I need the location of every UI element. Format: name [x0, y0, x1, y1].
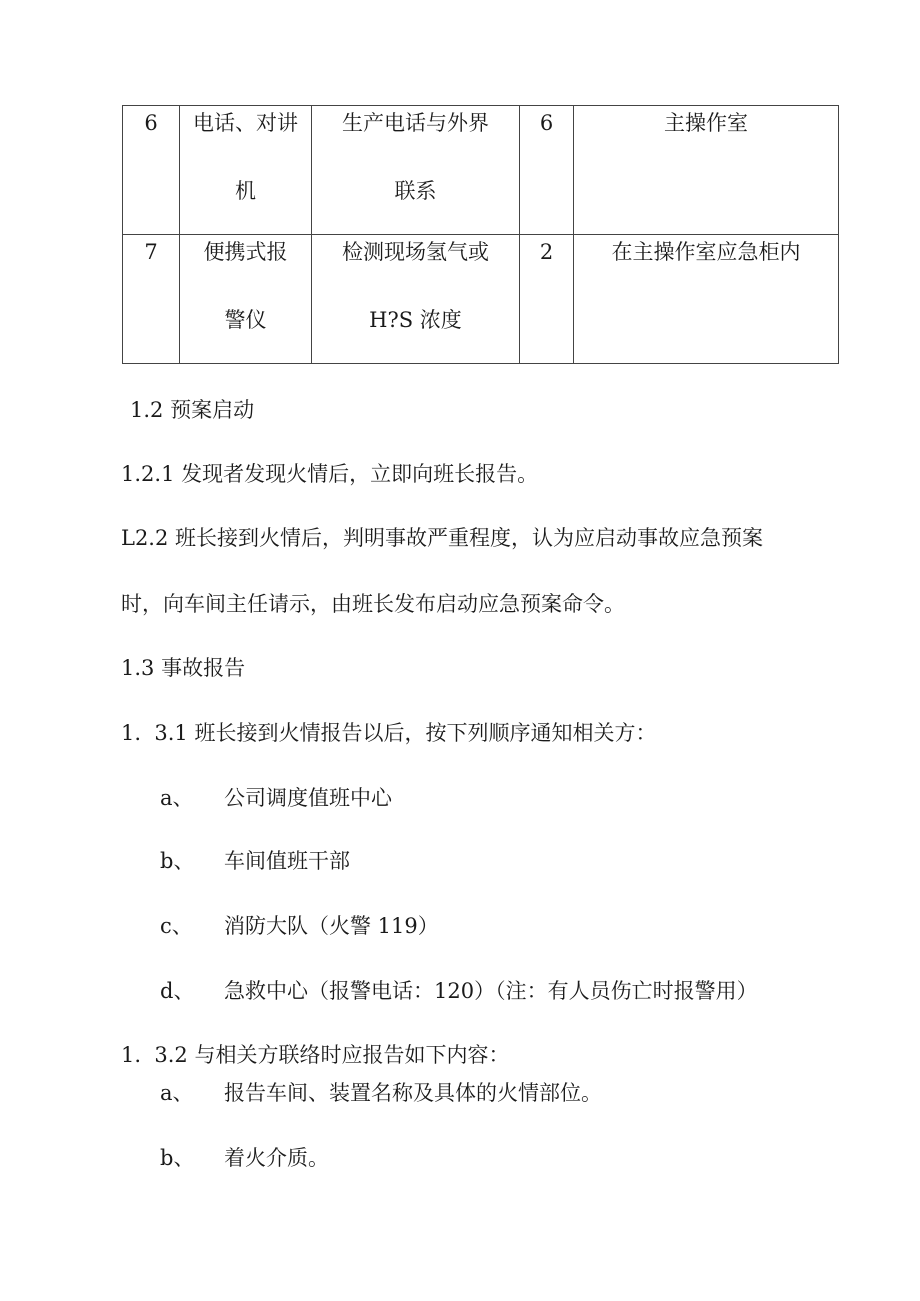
paragraph-1-3-2: 1. 3.2 与相关方联络时应报告如下内容：: [121, 1043, 510, 1067]
paragraph-1-2-1: 1.2.1 发现者发现火情后，立即向班长报告。: [121, 462, 539, 486]
usage-cell: 生产电话与外界 联系: [312, 106, 520, 235]
list-item: [160, 847, 350, 875]
equipment-table: [122, 105, 839, 364]
list-item-text: 公司调度值班中心: [224, 786, 392, 810]
equipment-name-cell: 便携式报 警仪: [180, 235, 312, 364]
list-marker: b、: [160, 849, 195, 873]
paragraph-1-3-1: 1. 3.1 班长接到火情报告以后，按下列顺序通知相关方：: [121, 721, 657, 745]
list-item: [160, 1079, 602, 1107]
location-cell: 主操作室: [574, 106, 839, 235]
list-marker: d、: [160, 979, 195, 1003]
quantity-cell: 6: [520, 106, 574, 235]
location-cell: 在主操作室应急柜内: [574, 235, 839, 364]
list-item: [160, 784, 392, 812]
list-item: [160, 912, 439, 940]
quantity-cell: 2: [520, 235, 574, 364]
paragraph-1-2-2-line2: 时，向车间主任请示，由班长发布启动应急预案命令。: [121, 592, 625, 616]
list-marker: a、: [160, 1081, 194, 1105]
list-item: [160, 1144, 329, 1172]
list-item-text: 车间值班干部: [224, 849, 350, 873]
section-1-2-heading: 1.2 预案启动: [130, 398, 255, 422]
equipment-name-cell: 电话、对讲 机: [180, 106, 312, 235]
list-item-text: 着火介质。: [224, 1146, 329, 1170]
row-number-cell: 6: [123, 106, 180, 235]
table-row: [123, 106, 839, 235]
table-row: [123, 235, 839, 364]
section-1-3-heading: 1.3 事故报告: [121, 656, 246, 680]
usage-cell: 检测现场氢气或 H?S 浓度: [312, 235, 520, 364]
list-item: [160, 977, 758, 1005]
list-item-text: 消防大队（火警 119）: [224, 914, 439, 938]
row-number-cell: 7: [123, 235, 180, 364]
list-item-text: 报告车间、装置名称及具体的火情部位。: [224, 1081, 602, 1105]
list-marker: b、: [160, 1146, 195, 1170]
list-marker: c、: [160, 914, 193, 938]
paragraph-1-2-2-line1: L2.2 班长接到火情后，判明事故严重程度，认为应启动事故应急预案: [121, 526, 764, 550]
list-marker: a、: [160, 786, 194, 810]
list-item-text: 急救中心（报警电话：120）（注：有人员伤亡时报警用）: [224, 979, 758, 1003]
